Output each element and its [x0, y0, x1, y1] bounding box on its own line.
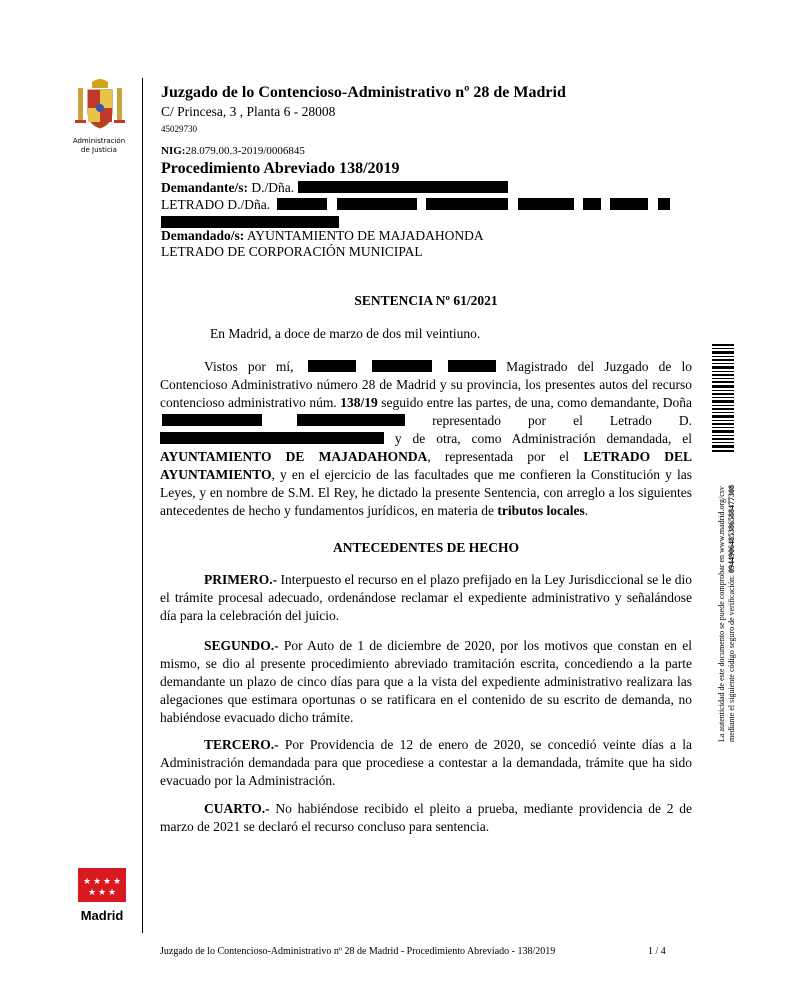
madrid-logo-text: Madrid — [80, 908, 124, 923]
defendant-value: AYUNTAMIENTO DE MAJADAHONDA — [246, 228, 484, 243]
madrid-flag-icon — [78, 868, 126, 902]
svg-text:★: ★ — [92, 877, 102, 887]
nig-value: 28.079.00.3-2019/0006845 — [185, 145, 305, 157]
redaction — [426, 198, 508, 210]
procedure-title: Procedimiento Abreviado 138/2019 — [161, 160, 400, 177]
plaintiff-label: Demandante/s: — [161, 180, 248, 195]
segundo-label: SEGUNDO.- — [204, 638, 279, 653]
redaction — [308, 360, 356, 372]
primero-text: Interpuesto el recurso en el plazo prefijado en la Ley Jurisdiccional se le dio el trámite procesal adecuado, ordenándose reclamar el expediente administrativo y señalándose día para la celebración del juicio. — [160, 572, 692, 623]
intro-text-4: representado por el Letrado D. — [432, 413, 692, 428]
plaintiff-line — [161, 180, 508, 196]
cuarto-text: No habiéndose recibido el pleito a prueba, mediante providencia de 2 de marzo de 2021 se declaró el recurso concluso para sentencia. — [160, 801, 692, 834]
redaction — [161, 216, 339, 228]
lawyer-label: LETRADO D./Dña. — [161, 197, 271, 212]
verification-line-1: La autenticidad de este documento se puede comprobar en www.madrid.org/csv — [717, 486, 726, 742]
court-code: 45029730 — [161, 124, 197, 134]
paragraph-cuarto — [160, 800, 692, 836]
intro-text-6: , representada por el — [427, 449, 570, 464]
verification-code: 0944906485386588477308 — [727, 484, 736, 573]
intro-text-3: seguido entre las partes, de una, como demandante, Doña — [381, 395, 692, 410]
date-line: En Madrid, a doce de marzo de dos mil veintiuno. — [210, 326, 481, 341]
intro-text-8: . — [584, 503, 589, 518]
intro-paragraph — [160, 358, 692, 520]
verification-text — [717, 457, 737, 742]
paragraph-primero — [160, 571, 692, 625]
segundo-text: Por Auto de 1 de diciembre de 2020, por los motivos que constan en el mismo, se dio al presente procedimiento abreviado tramitación escrita, concediendo a la parte demandante un plazo de cinco días para que a la vista del expediente administrativo realizara las alegaciones que estimara oportunas o se ratificara en el contenido de su escrito de demanda, no habiéndose evacuado dicho trámite. — [160, 638, 692, 725]
section-title: ANTECEDENTES DE HECHO — [332, 540, 520, 555]
cuarto-label: CUARTO.- — [204, 801, 270, 816]
madrid-logo — [78, 868, 126, 923]
intro-text-5: y de otra, como Administración demandada, el — [394, 431, 692, 446]
svg-text:★: ★ — [102, 877, 112, 887]
coat-of-arms-icon — [70, 76, 130, 132]
svg-text:★: ★ — [82, 877, 92, 887]
paragraph-segundo — [160, 637, 692, 727]
svg-text:★: ★ — [107, 888, 117, 898]
lawyer-line — [161, 197, 670, 213]
redaction — [298, 181, 508, 193]
defendant-bold: AYUNTAMIENTO DE MAJADAHONDA — [160, 449, 428, 464]
defendant-line — [161, 228, 484, 244]
subject-bold: tributos locales — [497, 503, 585, 518]
court-address: C/ Princesa, 3 , Planta 6 - 28008 — [161, 104, 336, 119]
intro-text-1: Vistos por mí, — [204, 359, 294, 374]
defendant-label: Demandado/s: — [161, 228, 245, 243]
redaction — [610, 198, 648, 210]
redaction — [297, 414, 405, 426]
intro-text-7: , y en el ejercicio de las facultades que me confieren la Constitución y las Leyes, y en nombre de S.M. El Rey, he dictado la presente Sentencia, con arreglo a los siguientes antecedentes de hecho y fundamentos jurídicos, en materia de — [160, 467, 692, 518]
primero-label: PRIMERO.- — [204, 572, 278, 587]
logo-text-2: de Justicia — [81, 146, 117, 154]
nig-label: NIG: — [161, 145, 186, 157]
redaction — [277, 198, 327, 210]
case-number: 138/19 — [340, 395, 378, 410]
verification-line-2 — [727, 457, 737, 742]
redaction — [448, 360, 496, 372]
redaction — [337, 198, 417, 210]
logo-text-1: Administración — [72, 137, 126, 145]
page-number: 1 / 4 — [648, 946, 666, 957]
redaction — [518, 198, 574, 210]
tercero-text: Por Providencia de 12 de enero de 2020, se concedió veinte días a la Administración demandada para que procediese a contestar a la demandada, trámite que ha sido evacuado por la Administración. — [160, 737, 692, 788]
redaction — [162, 414, 262, 426]
lawyer-bold: LETRADO DEL AYUNTAMIENTO — [160, 449, 693, 482]
svg-text:★: ★ — [87, 888, 97, 898]
defendant-lawyer: LETRADO DE CORPORACIÓN MUNICIPAL — [161, 244, 423, 259]
footer-text: Juzgado de lo Contencioso-Administrativo nº 28 de Madrid - Procedimiento Abreviado - 138/2019 — [160, 946, 556, 957]
redaction — [583, 198, 601, 210]
svg-text:★: ★ — [112, 877, 122, 887]
sentence-title: SENTENCIA Nº 61/2021 — [354, 293, 498, 308]
intro-text-2: Magistrado del Juzgado de lo Contencioso Administrativo número 28 de Madrid y su provincia, los presentes autos del recurso contencioso administrativo núm. — [160, 359, 693, 410]
paragraph-tercero — [160, 736, 692, 790]
vertical-divider — [142, 78, 143, 933]
redaction — [160, 432, 384, 444]
svg-text:★: ★ — [97, 888, 107, 898]
nig-line — [161, 145, 305, 157]
plaintiff-value: D./Dña. — [251, 180, 295, 195]
justice-logo — [70, 76, 130, 156]
redaction — [372, 360, 432, 372]
verification-prefix: mediante el siguiente código seguro de verificación: — [727, 572, 736, 742]
court-title: Juzgado de lo Contencioso-Administrativo nº 28 de Madrid — [161, 84, 566, 101]
barcode-icon — [712, 344, 734, 454]
redaction — [658, 198, 670, 210]
tercero-label: TERCERO.- — [204, 737, 279, 752]
